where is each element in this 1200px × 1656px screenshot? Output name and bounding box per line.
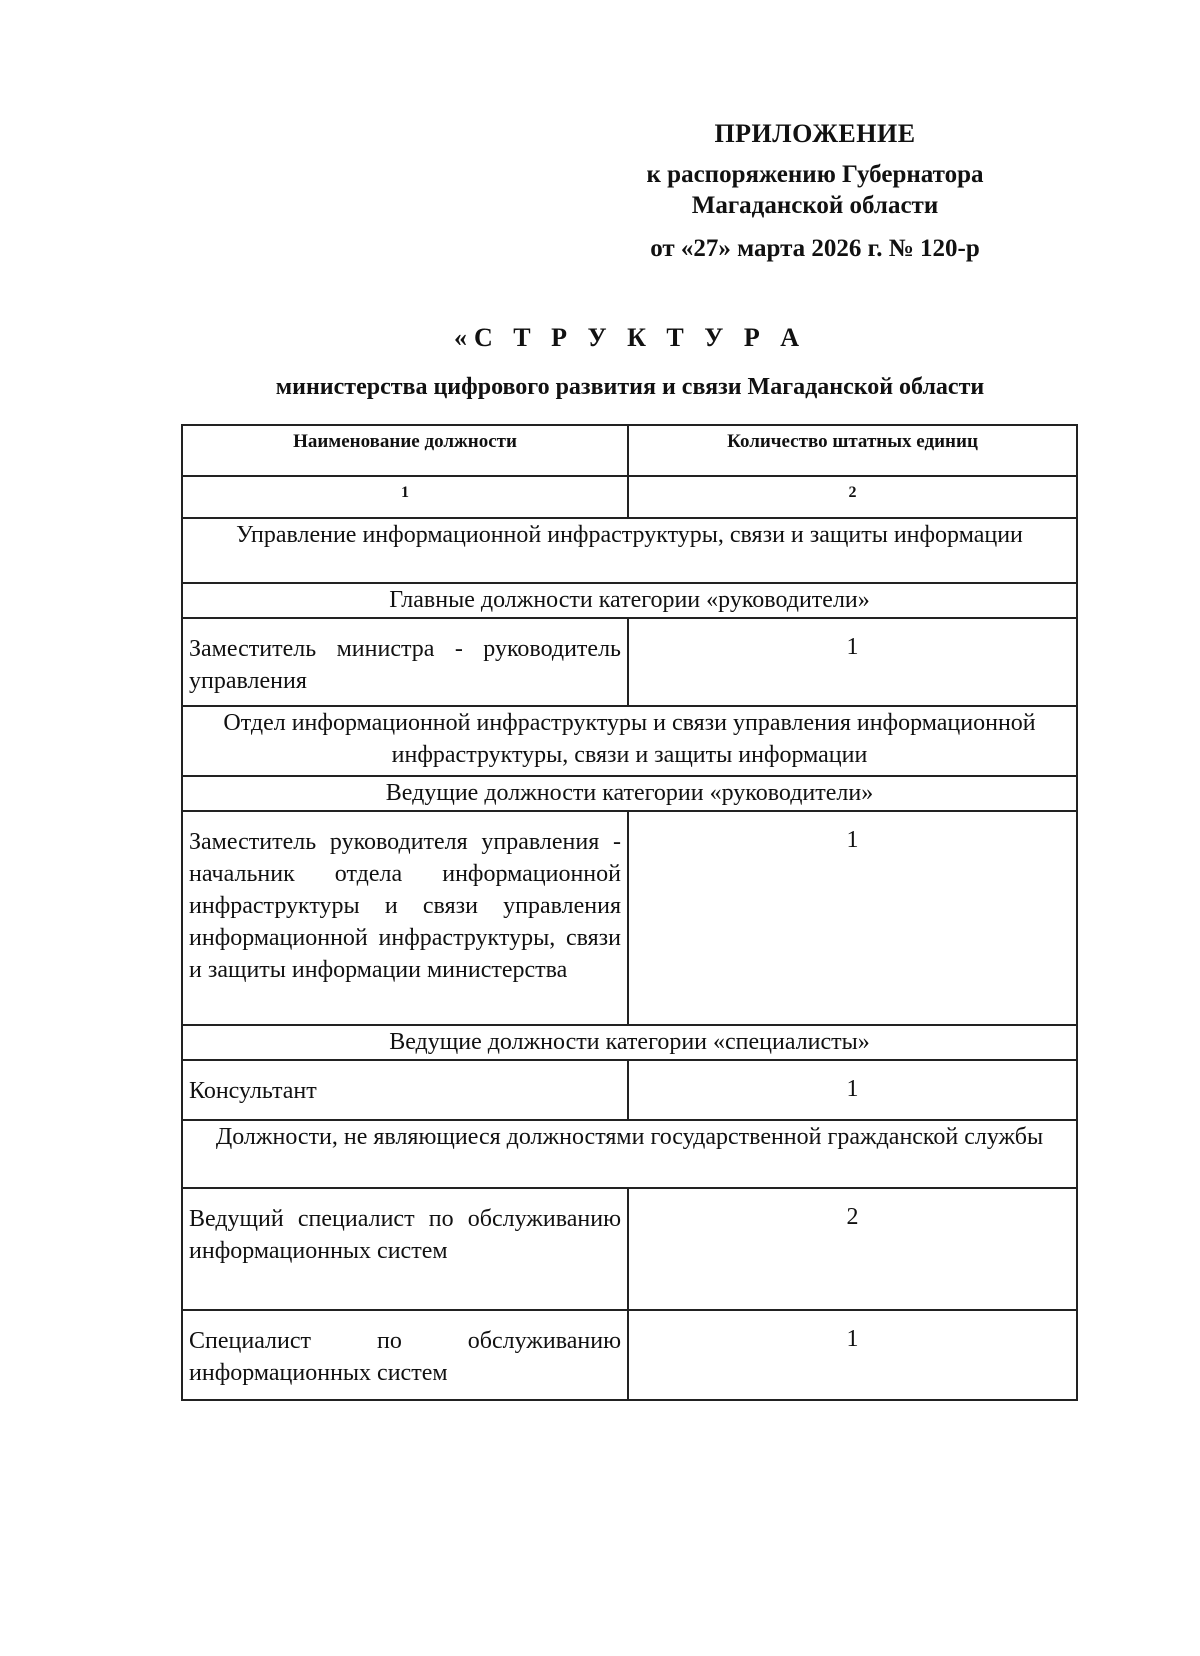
table-row [182, 1120, 1077, 1188]
column-number-2: 2 [628, 476, 1077, 518]
category-heading: Ведущие должности категории «специалисты» [182, 1025, 1077, 1060]
position-count: 1 [628, 811, 1077, 1025]
section-heading: Управление информационной инфраструктуры, связи и защиты информации [182, 518, 1077, 583]
table-row [182, 811, 1077, 1025]
position-name: Заместитель руководителя управления - начальник отдела информационной инфраструктуры и связи управления информационной инфраструктуры, связи и защиты информации министерства [182, 811, 628, 1025]
table-row [182, 518, 1077, 583]
appendix-line-2: Магаданской области [691, 192, 939, 219]
document-title: «С Т Р У К Т У Р А [453, 323, 806, 352]
table-row [182, 1060, 1077, 1120]
position-name: Консультант [182, 1060, 628, 1120]
appendix-line-1: к распоряжению Губернатора [646, 161, 984, 188]
table-row [182, 1310, 1077, 1400]
table-row [182, 583, 1077, 618]
section-heading: Отдел информационной инфраструктуры и связи управления информационной инфраструктуры, связи и защиты информации [182, 706, 1077, 776]
table-header-row [182, 425, 1077, 476]
position-count: 2 [628, 1188, 1077, 1310]
category-heading: Главные должности категории «руководители» [182, 583, 1077, 618]
appendix-date: от «27» марта 2026 г. № 120-р [650, 235, 980, 262]
table-row [182, 776, 1077, 811]
position-name: Специалист по обслуживанию информационных систем [182, 1310, 628, 1400]
position-count: 1 [628, 618, 1077, 706]
header-staff-count: Количество штатных единиц [628, 425, 1077, 476]
appendix-title: ПРИЛОЖЕНИЕ [714, 119, 916, 148]
position-count: 1 [628, 1060, 1077, 1120]
table-row [182, 618, 1077, 706]
staff-structure-table [181, 424, 1078, 1401]
table-row [182, 1025, 1077, 1060]
table-row [182, 1188, 1077, 1310]
appendix-block [580, 118, 1050, 264]
column-number-row [182, 476, 1077, 518]
position-name: Ведущий специалист по обслуживанию информационных систем [182, 1188, 628, 1310]
column-number-1: 1 [182, 476, 628, 518]
category-heading: Ведущие должности категории «руководители» [182, 776, 1077, 811]
document-subtitle: министерства цифрового развития и связи Магаданской области [275, 374, 985, 400]
table-row [182, 706, 1077, 776]
position-name: Заместитель министра - руководитель управления [182, 618, 628, 706]
position-count: 1 [628, 1310, 1077, 1400]
header-position-name: Наименование должности [182, 425, 628, 476]
document-title-block [150, 322, 1110, 402]
section-heading: Должности, не являющиеся должностями государственной гражданской службы [182, 1120, 1077, 1188]
